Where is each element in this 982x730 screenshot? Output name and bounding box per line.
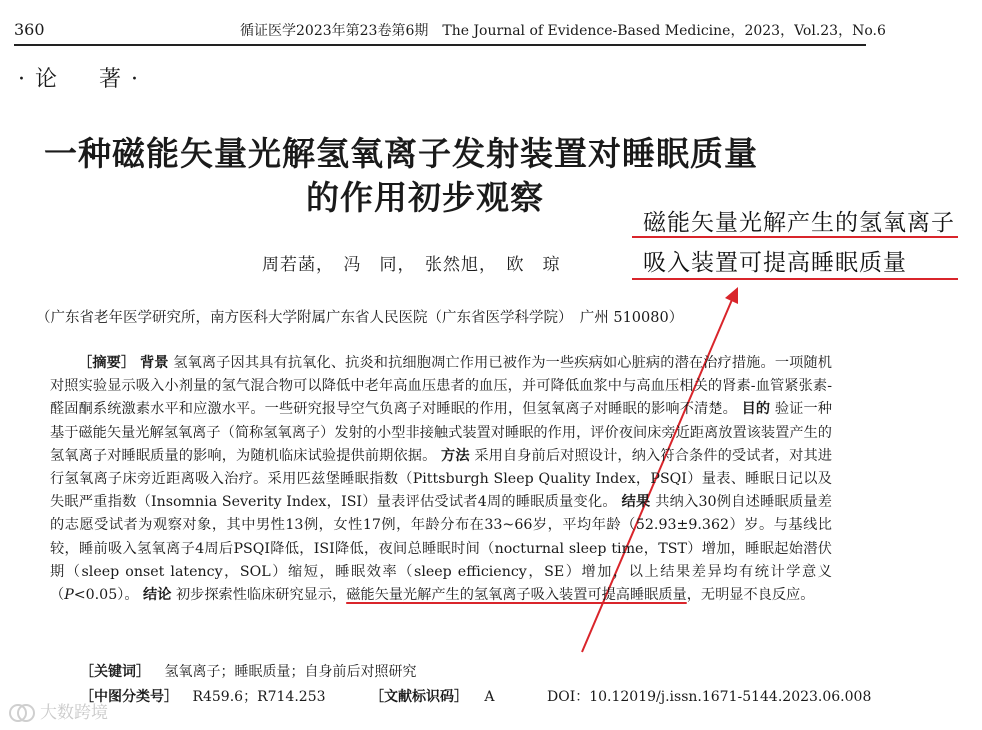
keywords-row <box>80 661 416 681</box>
conclusion-highlight: 磁能矢量光解产生的氢氧离子吸入装置可提高睡眠质量 <box>346 587 687 604</box>
abstract <box>50 352 832 607</box>
conclusion-pre: 初步探索性临床研究显示， <box>175 587 347 604</box>
article-title-line-1: 一种磁能矢量光解氢氧离子发射装置对睡眠质量 <box>44 134 758 173</box>
annotation-line-2: 吸入装置可提高睡眠质量 <box>643 250 907 276</box>
author-list: 周若菡， 冯 同， 张然旭， 欧 琼 <box>262 255 561 275</box>
annotation-line-1: 磁能矢量光解产生的氢氧离子 <box>643 210 955 236</box>
background-text: 氢氧离子因其具有抗氧化、抗炎和抗细胞凋亡作用已被作为一些疾病如心脏病的潜在治疗措施。一项随机对照实验显示吸入小剂量的氢气混合物可以降低中老年高血压患者的血压，并可降低血浆中与高血压相关的肾素-血管紧张素-醛固酮系统激素水平和应激水平。一些研究报导空气负离子对睡眠的作用，但氢氧离子对睡眠的影响不清楚。 <box>50 355 832 418</box>
classification-label: ［中图分类号］ <box>80 689 178 705</box>
article-title-line-2: 的作用初步观察 <box>306 178 544 217</box>
result-p-symbol: P <box>64 587 74 604</box>
background-label: 背景 <box>139 355 169 371</box>
journal-header: 循证医学2023年第23卷第6期 The Journal of Evidence-Based Medicine，2023，Vol.23，No.6 <box>240 23 886 39</box>
keywords-text: 氢氧离子；睡眠质量；自身前后对照研究 <box>164 664 417 680</box>
result-tail: <0.05）。 <box>73 587 139 604</box>
document-code-label: ［文献标识码］ <box>369 689 468 705</box>
watermark-logo-icon <box>8 702 36 724</box>
affiliation: （广东省老年医学研究所，南方医科大学附属广东省人民医院（广东省医学科学院） 广州 510080） <box>36 310 684 326</box>
conclusion-label: 结论 <box>143 587 172 604</box>
abstract-label: ［摘要］ <box>78 355 136 371</box>
aim-text: 验证一种基于磁能矢量光解氢氧离子（简称氢氧离子）发射的小型非接触式装置对睡眠的作用，评价夜间床旁近距离放置该装置产生的氢氧离子对睡眠质量的影响，为随机临床试验提供前期依据。 <box>50 401 832 464</box>
classification-code: R459.6；R714.253 <box>192 689 326 705</box>
page-number: 360 <box>14 20 45 39</box>
method-label: 方法 <box>441 447 470 464</box>
watermark <box>8 698 108 724</box>
aim-label: 目的 <box>741 401 771 418</box>
doi: DOI：10.12019/j.issn.1671-5144.2023.06.008 <box>547 689 872 705</box>
watermark-text: 大数跨境 <box>40 703 108 723</box>
result-text: 共纳入30例自述睡眠质量差的志愿受试者为观察对象，其中男性13例，女性17例，年龄分布在33~66岁，平均年龄（52.93±9.362）岁。与基线比较，睡前吸入氢氧离子4周后PSQI降低，ISI降低，夜间总睡眠时间（nocturnal sleep time，TST）增加，睡眠起始潜伏期（sleep onset latency，SOL）缩短，睡眠效率（sleep efficiency，SE）增加，以上结果差异均有统计学意义（ <box>50 494 832 604</box>
section-label: ·论 著· <box>18 67 148 92</box>
document-code: A <box>484 689 495 705</box>
classification-row <box>80 686 871 706</box>
keywords-label: ［关键词］ <box>80 664 150 680</box>
method-text: 采用自身前后对照设计，纳入符合条件的受试者，对其进行氢氧离子床旁近距离吸入治疗。采用匹兹堡睡眠指数（Pittsburgh Sleep Quality Index，PSQI）量表、睡眠日记以及失眠严重指数（Insomnia Severity Index，ISI）量表评估受试者4周的睡眠质量变化。 <box>50 447 832 511</box>
result-label: 结果 <box>621 494 651 511</box>
conclusion-post: ，无明显不良反应。 <box>686 587 815 604</box>
